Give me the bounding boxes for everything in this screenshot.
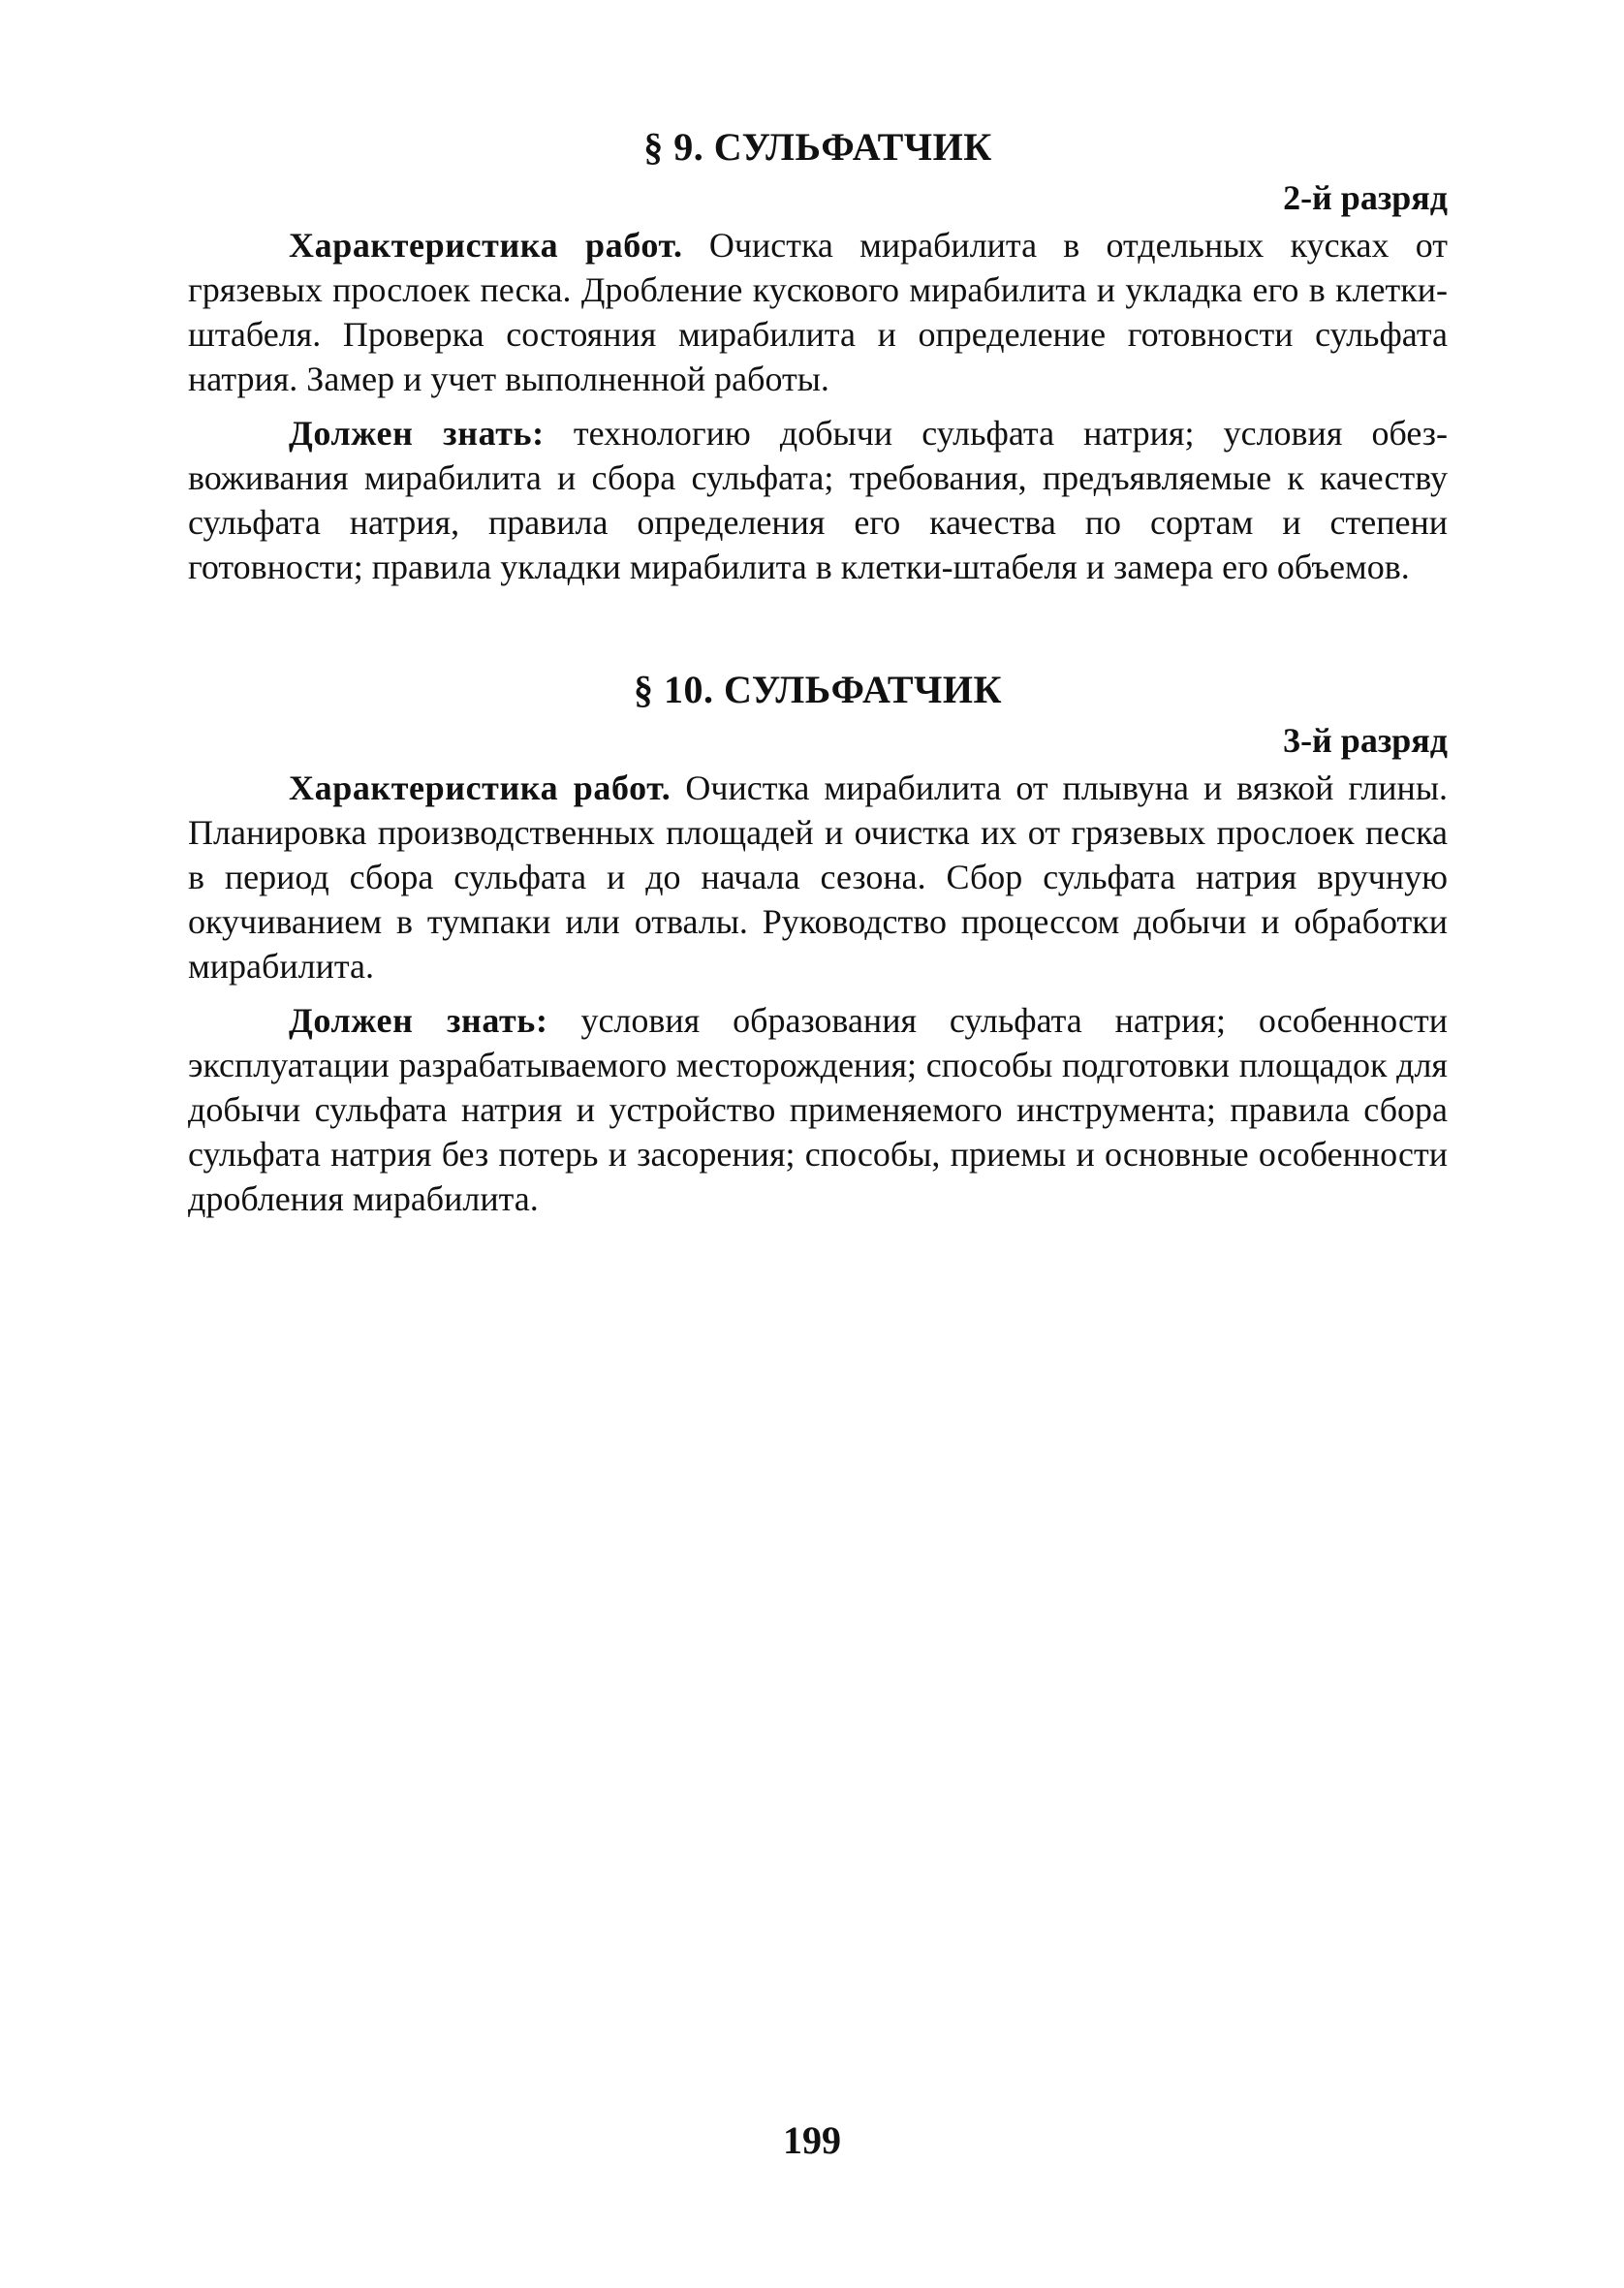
paragraph-lead: Характеристика работ.: [289, 226, 683, 265]
paragraph-text: Очистка мирабилита от плывуна и вязкой глины. Планировка производственных площадей и очистка их от грязевых прослоек песка в период сбора сульфата и до начала сезона. Сбор сульфата натрия вручную окучиванием в тумпаки или отвалы. Руководство процессом добычи и обработки мирабилита.: [188, 768, 1448, 986]
required-knowledge-paragraph: [188, 411, 1448, 589]
paragraph-text: условия образования сульфата натрия; особенности эксплуатации разрабатываемого месторождения; способы подготовки площадок для добычи сульфата натрия и устройство применяемого инструмента; правила сбора сульфата натрия без потерь и засорения; способы, приемы и основные особенности дробления мирабилита.: [188, 1001, 1448, 1218]
paragraph-text: Очистка мирабилита в отдельных кусках от грязевых прослоек песка. Дробление кускового мирабилита и укладка его в клетки-штабеля. Проверка состояния мирабилита и определение готовности сульфата натрия. Замер и учет выполненной работы.: [188, 226, 1448, 398]
section-10: [188, 667, 1448, 1221]
grade-label: 2-й разряд: [1283, 178, 1448, 217]
section-9: [188, 124, 1448, 589]
paragraph-lead: Должен знать:: [289, 1001, 548, 1040]
grade-label: 3-й разряд: [1283, 721, 1448, 760]
work-characteristic-paragraph: [188, 766, 1448, 988]
required-knowledge-paragraph: [188, 998, 1448, 1221]
paragraph-lead: Должен знать:: [289, 414, 545, 453]
page-number: 199: [783, 2118, 841, 2162]
section-title: § 10. СУЛЬФАТЧИК: [633, 668, 1003, 711]
paragraph-lead: Характеристика работ.: [289, 768, 671, 807]
section-title: § 9. СУЛЬФАТЧИК: [643, 125, 992, 169]
paragraph-text: технологию добычи сульфата натрия; условия обезвоживания мирабилита и сбора сульфата; требования, предъявляемые к качеству сульфата натрия, правила определения его качества по сортам и степени готовности; правила укладки мирабилита в клетки-штабеля и замера его объемов.: [188, 414, 1448, 586]
work-characteristic-paragraph: [188, 223, 1448, 401]
